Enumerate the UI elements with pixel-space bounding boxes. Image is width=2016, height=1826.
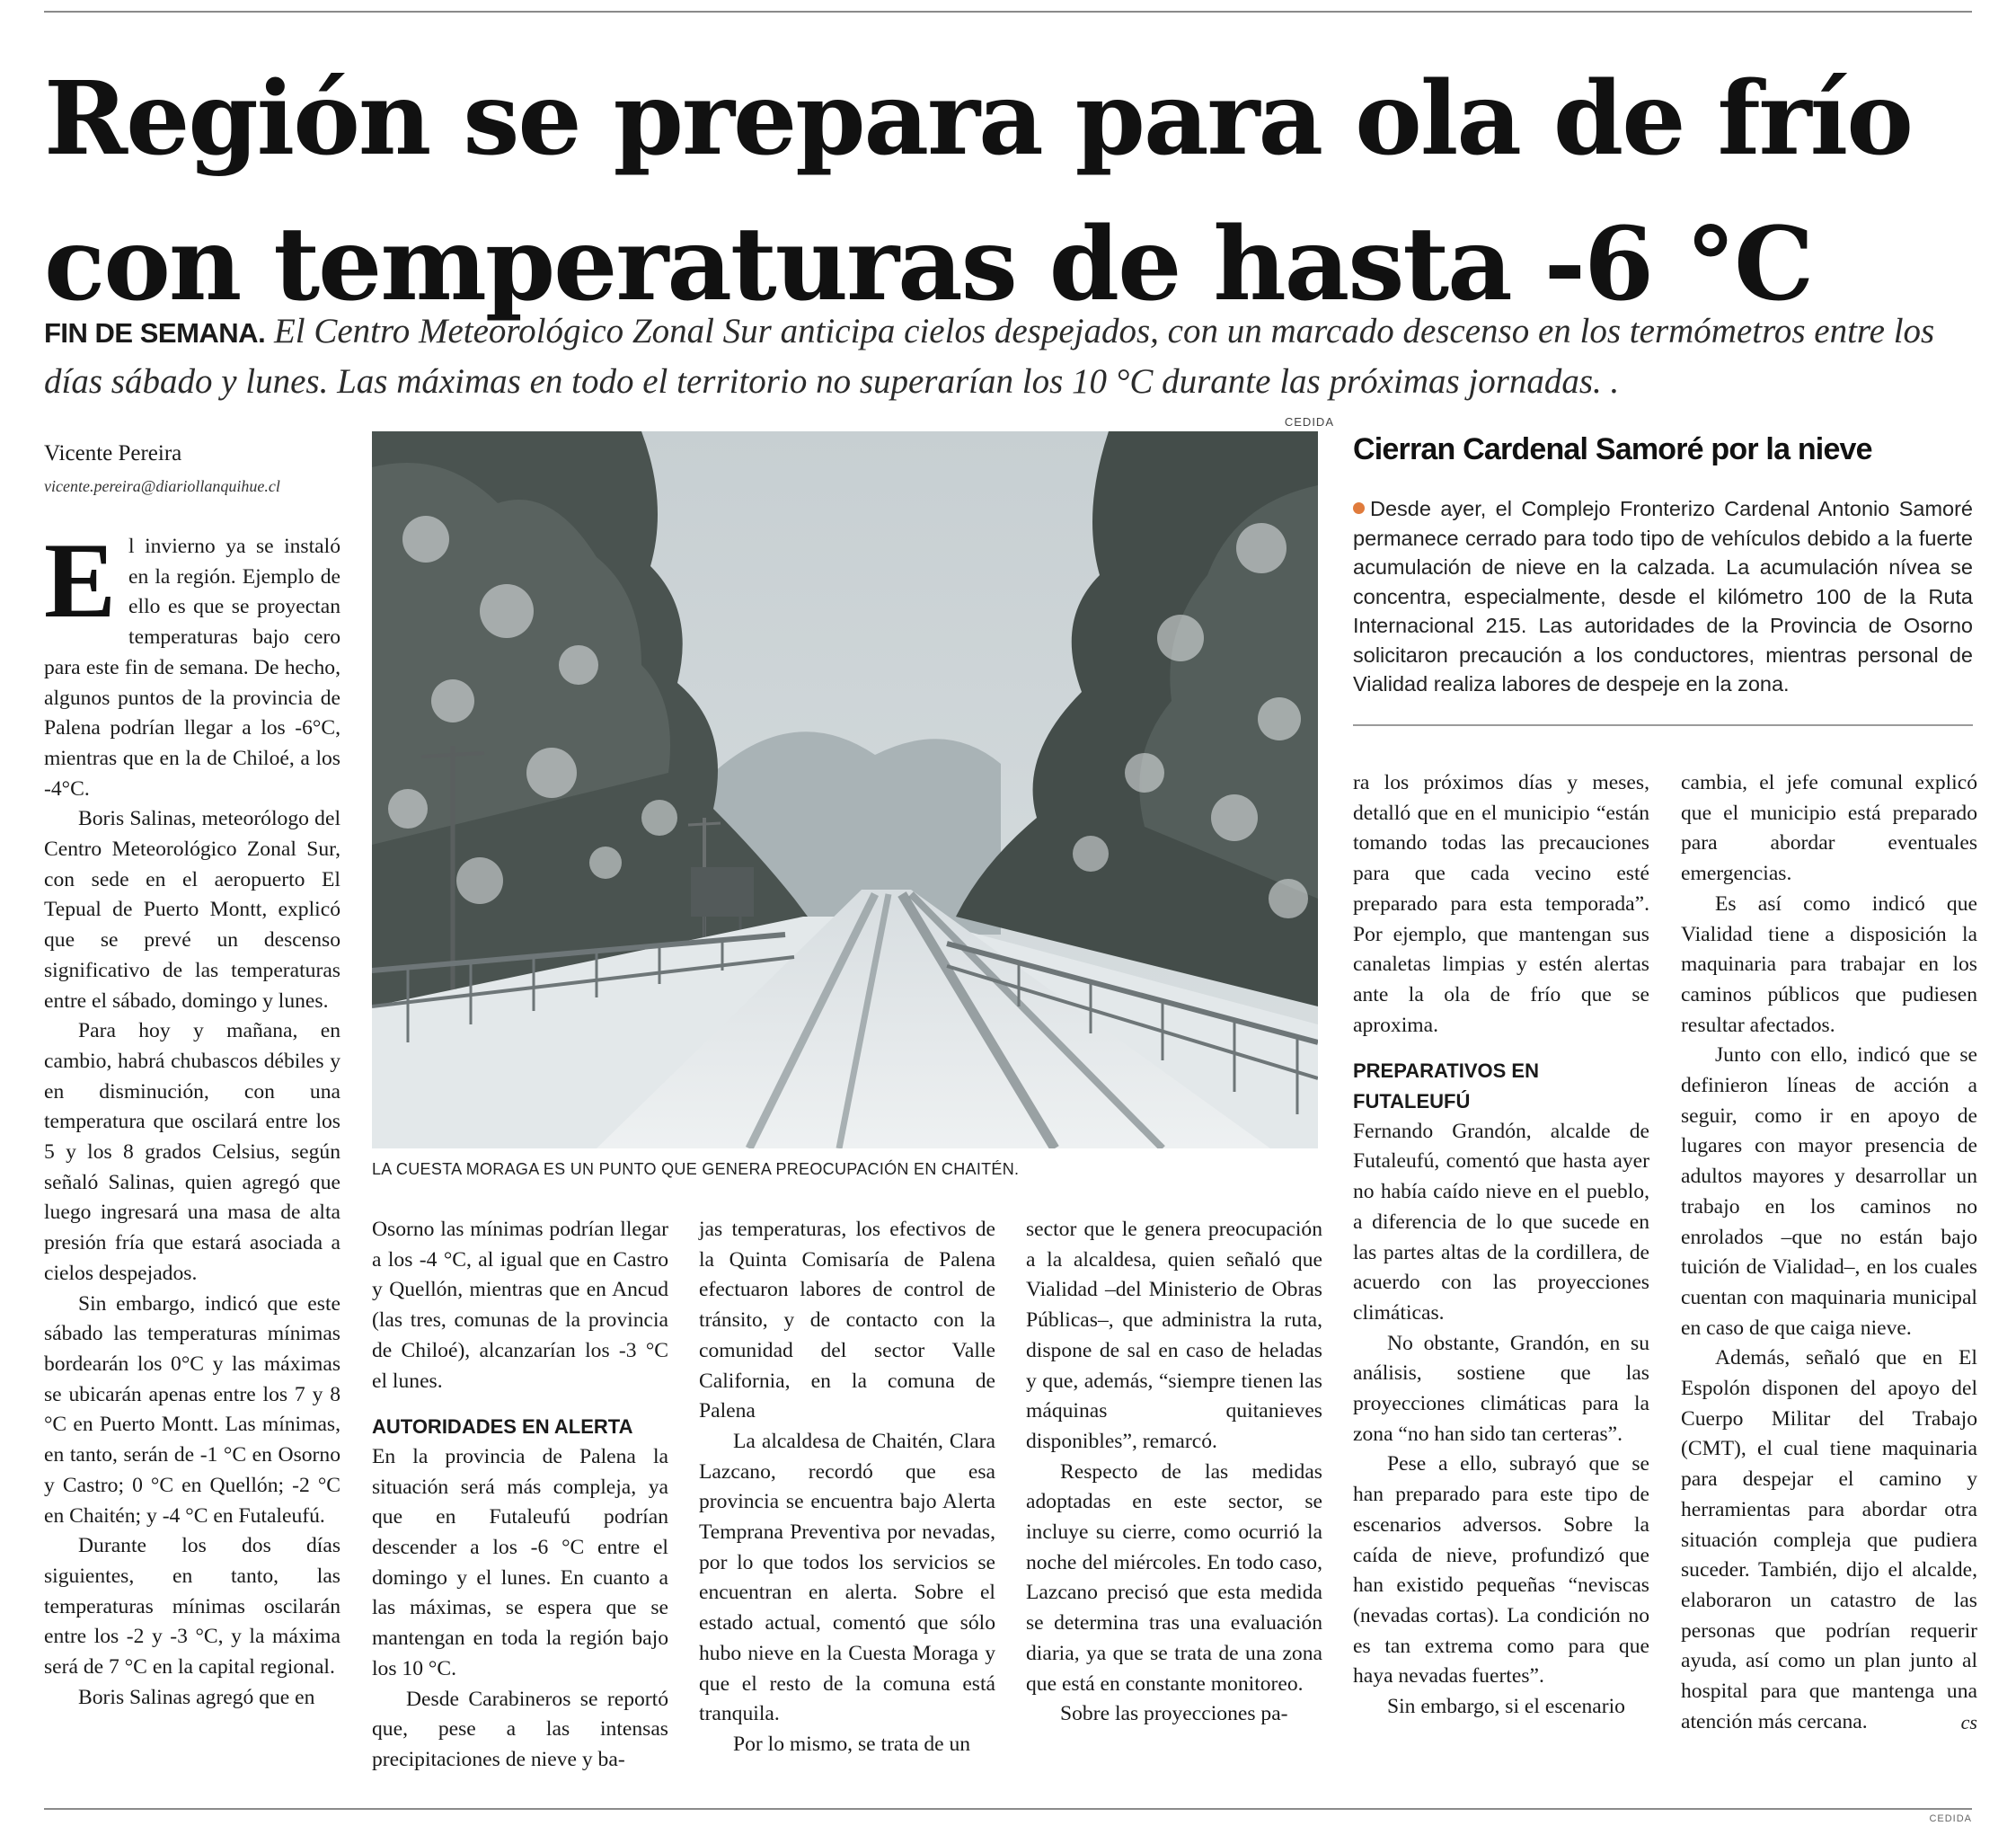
footer-credit: CEDIDA: [1929, 1813, 1972, 1824]
paragraph: Respecto de las medidas adoptadas en este sector, se incluye su cierre, como ocurrió la noche del miércoles. En todo caso, Lazcano precisó que esta medida se determina tras una evaluación diaria, ya que se trata de una zona que está en constante monitoreo.: [1026, 1459, 1322, 1696]
article-column-1: [44, 520, 340, 1713]
article-column-6: [1681, 768, 1977, 1738]
subhead-futaleufu: PREPARATIVOS EN FUTALEUFÚ: [1353, 1059, 1539, 1113]
paragraph: Es así como indicó que Vialidad tiene a disposición la maquinaria para trabajar en los caminos públicos que pudiesen resultar afectados.: [1681, 891, 1977, 1037]
author-email[interactable]: vicente.pereira@diariollanquihue.cl: [44, 477, 280, 495]
sidebar-box-text: [1353, 494, 1973, 699]
headline-line-1: Región se prepara para ola de frío: [44, 60, 1912, 178]
article-column-2: [372, 1215, 668, 1776]
paragraph: En la provincia de Palena la situación será más compleja, ya que en Futaleufú podrían descender a los -6 °C entre el domingo y el lunes. En cuanto a las máximas, se espera que se mantengan en toda la región bajo los 10 °C.: [372, 1444, 668, 1680]
paragraph: ra los próximos días y meses, detalló que en el municipio “están tomando todas las precauciones para que cada vecino esté preparado para esta temporada”. Por ejemplo, que mantengan sus canaletas limpias y estén alertas ante la ola de frío que se aproxima.: [1353, 771, 1649, 1037]
paragraph: cambia, el jefe comunal explicó que el municipio está preparado para abordar eventuales emergencias.: [1681, 771, 1977, 886]
paragraph: Sin embargo, si el escenario: [1387, 1695, 1625, 1719]
bullet-icon: [1353, 502, 1365, 514]
headline: [44, 47, 1972, 338]
article-column-5: [1353, 768, 1649, 1723]
byline: [44, 440, 340, 498]
sidebar-box-title: Cierran Cardenal Samoré por la nieve: [1353, 432, 1872, 466]
paragraph: Sin embargo, indicó que este sábado las temperaturas mínimas bordearán los 0°C y las máximas se ubicarán apenas entre los 7 y 8 °C en Puerto Montt. Las mínimas, en tanto, serán de -1 °C en Osorno y Castro; 0 °C en Quellón; -2 °C en Chaitén; y -4 °C en Futaleufú.: [44, 1291, 340, 1528]
headline-line-2: con temperaturas de hasta -6 °C: [44, 206, 1813, 324]
author-name: Vicente Pereira: [44, 441, 182, 465]
paragraph: Para hoy y mañana, en cambio, habrá chubascos débiles y en disminución, con una temperatura que oscilará entre los 5 y los 8 grados Celsius, según señaló Salinas, quien agregó que luego ingresará una masa de alta presión fría que estará asociada a cielos despejados.: [44, 1019, 340, 1285]
snowy-road-photo: [372, 431, 1318, 1148]
paragraph: Boris Salinas, meteorólogo del Centro Meteorológico Zonal Sur, con sede en el aeropuerto El Tepual de Puerto Montt, explicó que se prevé un descenso significativo de las temperaturas entre el sábado, domingo y lunes.: [44, 807, 340, 1013]
photo-credit: CEDIDA: [1284, 415, 1334, 429]
sidebar-box-body: Desde ayer, el Complejo Fronterizo Cardenal Antonio Samoré permanece cerrado para todo tipo de vehículos debido a la fuerte acumulación de nieve en la calzada. La acumulación nívea se concentra, especialmente, desde el kilómetro 100 de la Ruta Internacional 215. Las autoridades de la Provincia de Osorno solicitaron precaución a los conductores, mientras personal de Vialidad realiza labores de despeje en la zona.: [1353, 497, 1973, 696]
paragraph: Además, señaló que en El Espolón disponen del apoyo del Cuerpo Militar del Trabajo (CMT), el cual tiene maquinaria para despejar el camino y herramientas para abordar otra situación compleja que pudiera suceder. También, dijo el alcalde, elaboraron un catastro de las personas que podrían requerir ayuda, así como un plan junto al hospital para que mantenga una atención más cercana. cs: [1681, 1343, 1977, 1737]
lead-paragraph: [44, 307, 1972, 406]
bottom-rule: [44, 1808, 1972, 1810]
subhead-autoridades: AUTORIDADES EN ALERTA: [372, 1415, 633, 1439]
article-column-4: [1026, 1215, 1322, 1730]
end-of-article-mark: cs: [1960, 1710, 1977, 1733]
top-rule: [44, 11, 1972, 13]
dropcap: E: [44, 520, 117, 640]
article-column-3: [699, 1215, 995, 1760]
paragraph: La alcaldesa de Chaitén, Clara Lazcano, recordó que esa provincia se encuentra bajo Alerta Temprana Preventiva por nevadas, por lo que todos los servicios se encuentran en alerta. Sobre el estado actual, comentó que sólo hubo nieve en la Cuesta Moraga y que el resto de la comuna está tranquila.: [699, 1429, 995, 1726]
paragraph: Fernando Grandón, alcalde de Futaleufú, comentó que hasta ayer no había caído nieve en el pueblo, a diferencia de lo que sucede en las partes altas de la cordillera, de acuerdo con las proyecciones climáticas.: [1353, 1119, 1649, 1325]
lead-kicker: FIN DE SEMANA.: [44, 317, 266, 349]
photo-caption: LA CUESTA MORAGA ES UN PUNTO QUE GENERA PREOCUPACIÓN EN CHAITÉN.: [372, 1160, 1020, 1178]
paragraph: No obstante, Grandón, en su análisis, sostiene que las proyecciones climáticas para la zona “no han sido tan certeras”.: [1353, 1331, 1649, 1446]
paragraph: Pese a ello, subrayó que se han preparado para este tipo de escenarios adversos. Sobre la caída de nieve, profundizó que han existido pequeñas “neviscas (nevadas cortas). La condición no es tan extrema como para que haya nevadas fuertes”.: [1353, 1452, 1649, 1689]
lead-text: El Centro Meteorológico Zonal Sur anticipa cielos despejados, con un marcado descenso en los termómetros entre los días sábado y lunes. Las máximas en todo el territorio no superarían los 10 °C durante las próximas jornadas. .: [44, 312, 1935, 401]
sidebar-box-rule: [1353, 724, 1973, 726]
paragraph: El invierno ya se instaló en la región. Ejemplo de ello es que se proyectan temperaturas bajo cero para este fin de semana. De hecho, algunos puntos de la provincia de Palena podrían llegar a los -6°C, mientras que en la de Chiloé, a los -4°C.: [44, 520, 340, 801]
paragraph: sector que le genera preocupación a la alcaldesa, quien señaló que Vialidad –del Ministerio de Obras Públicas–, que administra la ruta, dispone de sal en caso de heladas y que, además, “siempre tienen las máquinas quitanieves disponibles”, remarcó.: [1026, 1218, 1322, 1453]
paragraph: Durante los dos días siguientes, en tanto, las temperaturas mínimas oscilarán entre los -2 y -3 °C, y la máxima será de 7 °C en la capital regional.: [44, 1534, 340, 1680]
paragraph: Sobre las proyecciones pa-: [1060, 1702, 1288, 1726]
paragraph: Junto con ello, indicó que se definieron líneas de acción a seguir, como ir en apoyo de lugares con mayor presencia de adultos mayores y desarrollar un trabajo en los caminos no enrolados –que no están bajo tuición de Vialidad–, en los cuales cuentan con maquinaria municipal en caso de que caiga nieve.: [1681, 1043, 1977, 1340]
paragraph: jas temperaturas, los efectivos de la Quinta Comisaría de Palena efectuaron labores de control de tránsito, y de contacto con la comunidad del sector Valle California, en la comuna de Palena: [699, 1218, 995, 1423]
paragraph: Desde Carabineros se reportó que, pese a las intensas precipitaciones de nieve y ba-: [372, 1687, 668, 1771]
article-photo: [372, 431, 1318, 1148]
paragraph: Por lo mismo, se trata de un: [733, 1732, 971, 1756]
paragraph: Boris Salinas agregó que en: [78, 1685, 315, 1709]
paragraph: Osorno las mínimas podrían llegar a los -4 °C, al igual que en Castro y Quellón, mientras que en Ancud (las tres, comunas de la provincia de Chiloé), alcanzarían los -3 °C el lunes.: [372, 1218, 668, 1393]
